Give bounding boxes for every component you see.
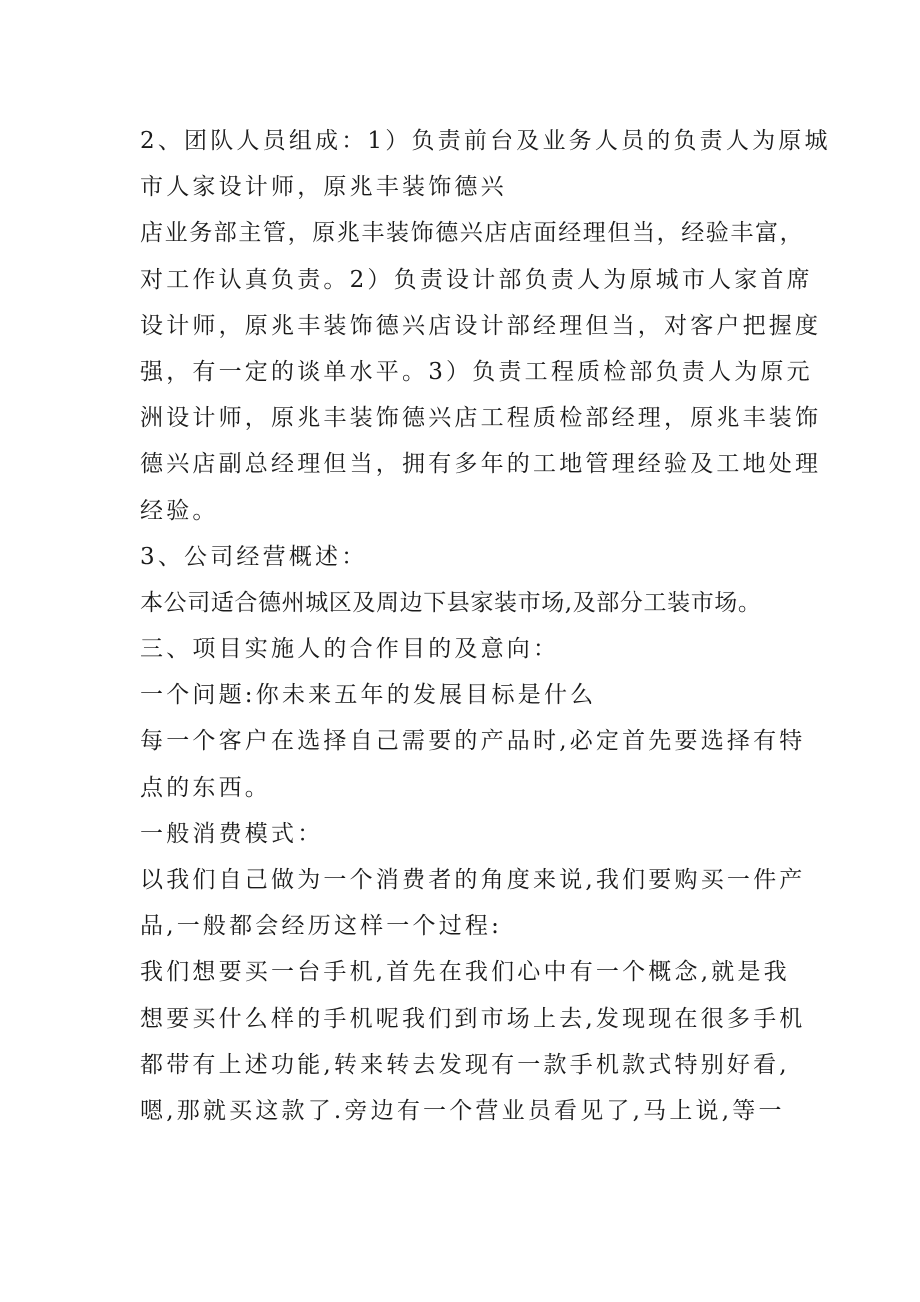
text-line: 都带有上述功能,转来转去发现有一款手机款式特别好看, <box>140 1051 790 1078</box>
text-line: 想要买什么样的手机呢我们到市场上去,发现现在很多手机 <box>140 1005 806 1032</box>
text-line: 点的东西。 <box>140 774 271 801</box>
section-heading: 三、项目实施人的合作目的及意向： <box>140 636 560 663</box>
document-body <box>140 118 831 1134</box>
text-line: 一般消费模式： <box>140 820 324 847</box>
section-heading: 3、公司经营概述： <box>140 543 368 570</box>
text-line: 2、团队人员组成：1）负责前台及业务人员的负责人为原城 <box>140 128 831 154</box>
text-line: 洲设计师，原兆丰装饰德兴店工程质检部经理，原兆丰装饰 <box>140 405 822 432</box>
text-line: 强，有一定的谈单水平。3）负责工程质检部负责人为原元 <box>140 358 813 385</box>
text-line: 经验。 <box>140 497 219 524</box>
text-line: 一个问题:你未来五年的发展目标是什么 <box>140 682 597 709</box>
text-line: 每一个客户在选择自己需要的产品时,必定首先要选择有特 <box>140 728 806 755</box>
text-line: 品,一般都会经历这样一个过程: <box>140 913 503 940</box>
text-line: 德兴店副总经理但当，拥有多年的工地管理经验及工地处理 <box>140 451 822 478</box>
text-line: 市人家设计师，原兆丰装饰德兴 <box>140 174 507 201</box>
text-line: 以我们自己做为一个消费者的角度来说,我们要购买一件产 <box>140 867 806 893</box>
text-line: 店业务部主管，原兆丰装饰德兴店店面经理但当，经验丰富， <box>140 220 805 247</box>
text-line: 对工作认真负责。2）负责设计部负责人为原城市人家首席 <box>140 266 813 293</box>
text-line: 嗯,那就买这款了.旁边有一个营业员看见了,马上说,等一 <box>140 1097 785 1124</box>
text-line: 本公司适合德州城区及周边下县家装市场,及部分工装市场。 <box>140 589 762 616</box>
text-line: 设计师，原兆丰装饰德兴店设计部经理但当，对客户把握度 <box>140 312 822 339</box>
text-line: 我们想要买一台手机,首先在我们心中有一个概念,就是我 <box>140 959 790 986</box>
